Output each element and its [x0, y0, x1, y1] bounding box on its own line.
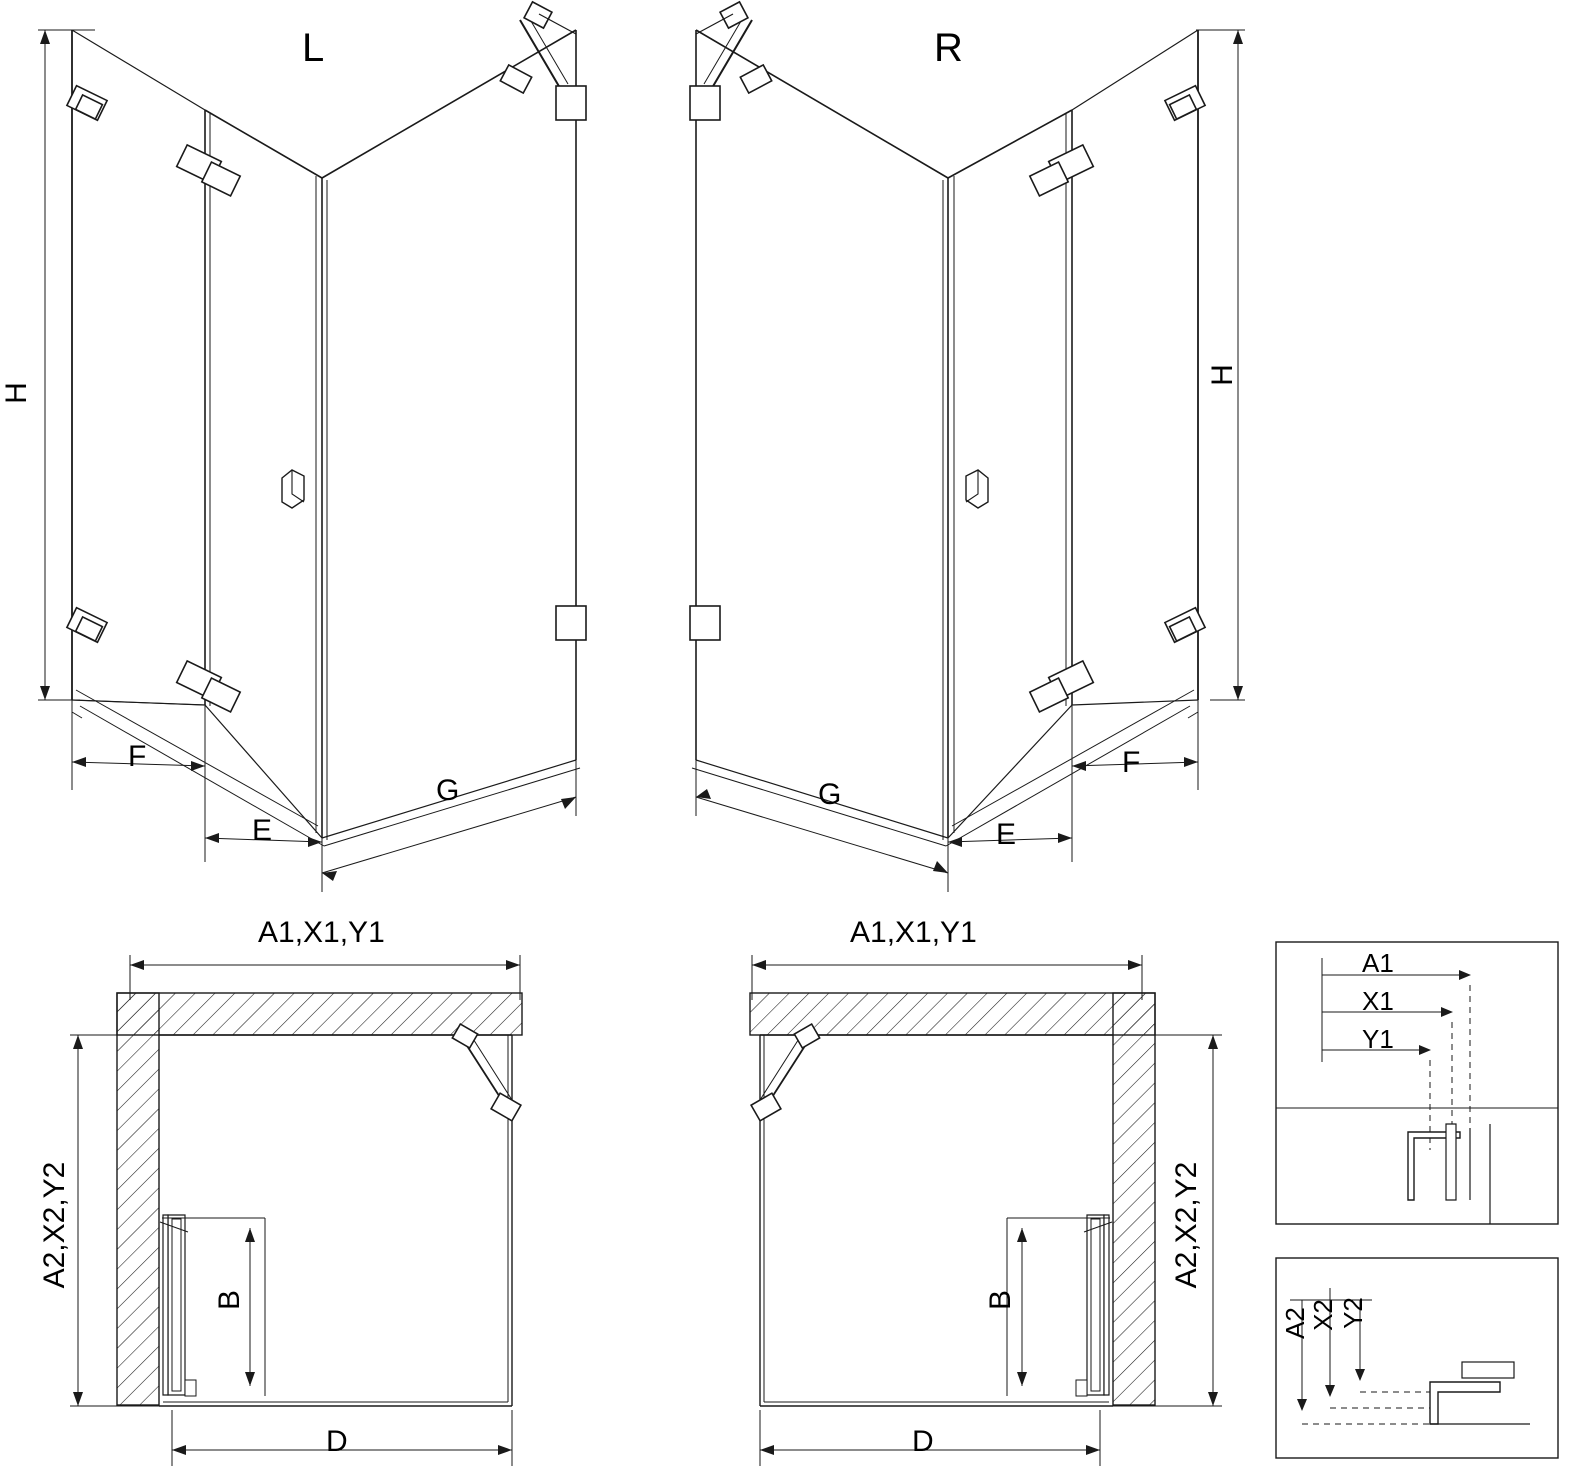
detail-bottom-label-x2: X2 [1308, 1299, 1338, 1331]
detail-top-label-x1: X1 [1362, 986, 1394, 1016]
plan-left-view [70, 955, 522, 1466]
detail-bottom-label-y2: Y2 [1338, 1297, 1368, 1329]
plan-right-door-label: B [984, 1290, 1017, 1311]
detail-top-label-a1: A1 [1362, 948, 1394, 978]
plan-left-door-label: B [213, 1290, 246, 1311]
iso-right-height-label: H [1206, 364, 1239, 386]
detail-top-label-y1: Y1 [1362, 1024, 1394, 1054]
plan-right-bottom-label: D [912, 1425, 934, 1458]
detail-bottom-label-a2: A2 [1280, 1307, 1310, 1339]
plan-left-top-label: A1,X1,Y1 [258, 916, 385, 949]
iso-left-variant-label: L [302, 26, 325, 70]
iso-right-side-width-label: G [818, 778, 842, 811]
plan-right-view [750, 955, 1222, 1466]
iso-right-view [690, 2, 1245, 892]
plan-right-side-label: A2,X2,Y2 [1170, 1161, 1203, 1289]
iso-left-door-gap-label: E [252, 814, 273, 847]
plan-left-bottom-label: D [326, 1425, 348, 1458]
detail-bottom-view [1276, 1258, 1558, 1458]
iso-left-front-width-label: F [128, 740, 147, 773]
iso-right-variant-label: R [934, 26, 963, 70]
plan-left-side-label: A2,X2,Y2 [38, 1161, 71, 1289]
detail-top-view [1276, 942, 1558, 1224]
iso-right-door-gap-label: E [996, 818, 1017, 851]
iso-right-front-width-label: F [1122, 746, 1141, 779]
iso-left-view [38, 2, 586, 892]
iso-left-height-label: H [0, 382, 33, 404]
plan-right-top-label: A1,X1,Y1 [850, 916, 977, 949]
iso-left-side-width-label: G [436, 774, 460, 807]
